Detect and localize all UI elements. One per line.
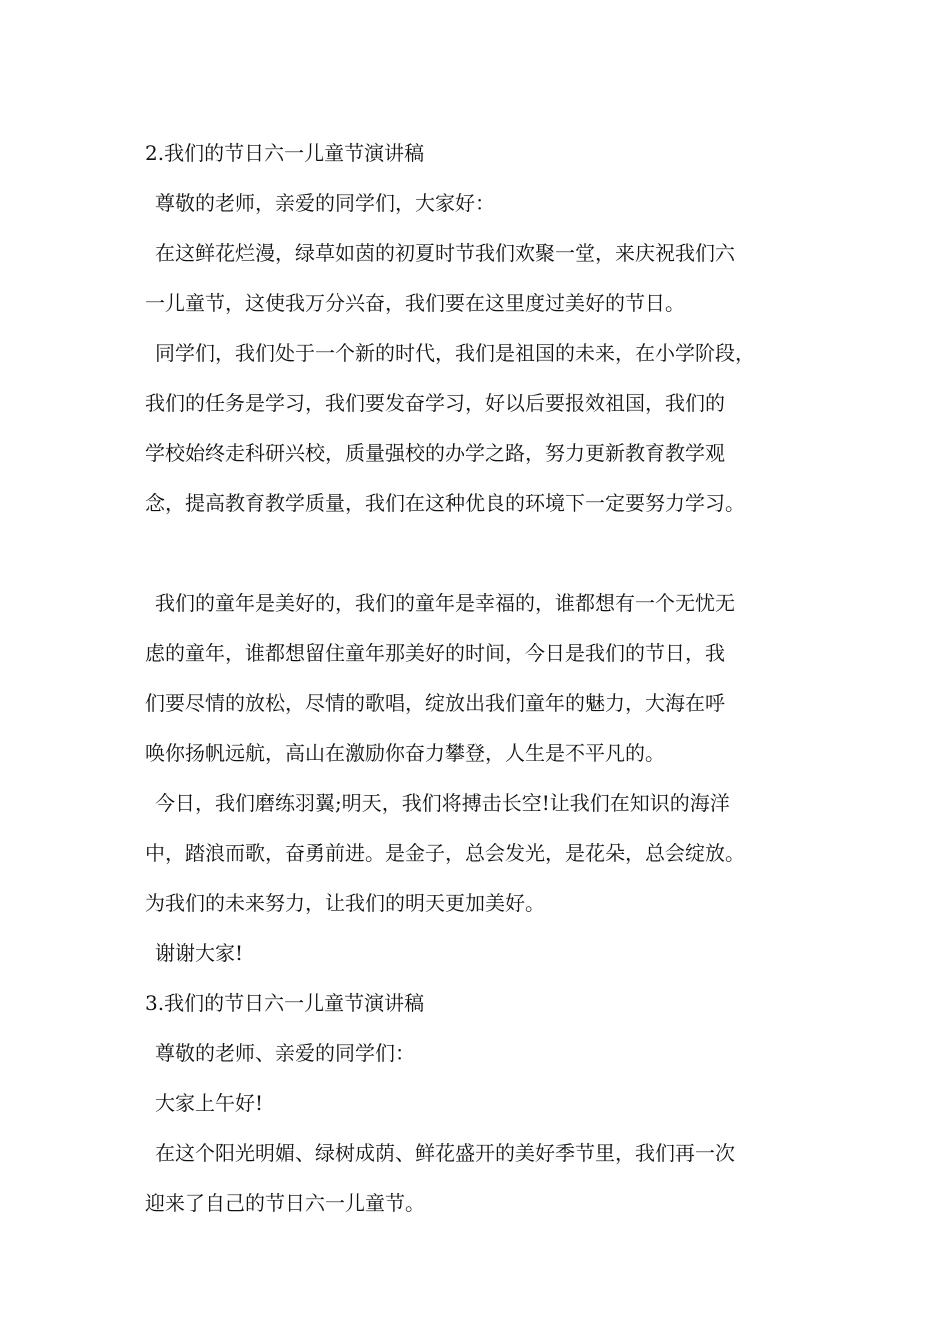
paragraph-line: 迎来了自己的节日六一儿童节。 (145, 1191, 425, 1215)
paragraph-line: 我们的任务是学习，我们要发奋学习，好以后要报效祖国，我们的 (145, 391, 725, 415)
document-body (145, 128, 825, 1228)
paragraph-line: 在这鲜花烂漫，绿草如茵的初夏时节我们欢聚一堂，来庆祝我们六 (155, 241, 735, 265)
paragraph-line: 们要尽情的放松，尽情的歌唱，绽放出我们童年的魅力，大海在呼 (145, 691, 725, 715)
paragraph-line: 念，提高教育教学质量，我们在这种优良的环境下一定要努力学习。 (145, 491, 745, 515)
closing-line: 谢谢大家! (155, 941, 244, 965)
paragraph-line: 今日，我们磨练羽翼;明天，我们将搏击长空!让我们在知识的海洋 (155, 791, 730, 815)
paragraph-line: 同学们，我们处于一个新的时代，我们是祖国的未来，在小学阶段， (155, 341, 755, 365)
greeting-line: 尊敬的老师，亲爱的同学们，大家好： (155, 191, 495, 215)
section-heading: 3.我们的节日六一儿童节演讲稿 (145, 991, 425, 1015)
greeting-line: 尊敬的老师、亲爱的同学们： (155, 1041, 415, 1065)
paragraph-line: 为我们的未来努力，让我们的明天更加美好。 (145, 891, 545, 915)
paragraph-gap (145, 528, 825, 578)
greeting-line: 大家上午好! (155, 1091, 264, 1115)
paragraph-line: 我们的童年是美好的，我们的童年是幸福的，谁都想有一个无忧无 (155, 591, 735, 615)
section-heading: 2.我们的节日六一儿童节演讲稿 (145, 141, 425, 165)
paragraph-line: 虑的童年，谁都想留住童年那美好的时间，今日是我们的节日，我 (145, 641, 725, 665)
paragraph-line: 中，踏浪而歌，奋勇前进。是金子，总会发光，是花朵，总会绽放。 (145, 841, 745, 865)
paragraph-line: 学校始终走科研兴校，质量强校的办学之路，努力更新教育教学观 (145, 441, 725, 465)
paragraph-line: 唤你扬帆远航，高山在激励你奋力攀登，人生是不平凡的。 (145, 741, 665, 765)
paragraph-line: 在这个阳光明媚、绿树成荫、鲜花盛开的美好季节里，我们再一次 (155, 1141, 735, 1165)
paragraph-line: 一儿童节，这使我万分兴奋，我们要在这里度过美好的节日。 (145, 291, 685, 315)
